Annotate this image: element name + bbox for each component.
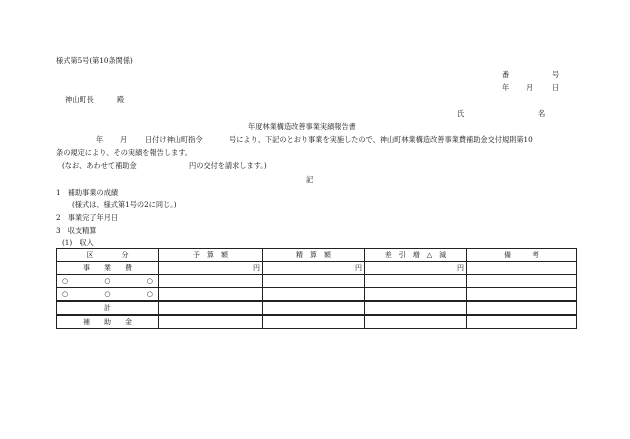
- name-label: 氏: [457, 109, 465, 118]
- form-number: 様式第5号(第10条関係): [56, 56, 133, 65]
- cell: [365, 301, 467, 315]
- name-label-suffix: 名: [538, 109, 546, 118]
- row-total: 計: [57, 301, 159, 315]
- circle-mark: ○: [146, 276, 153, 285]
- cell: [365, 288, 467, 302]
- cell: [159, 301, 263, 315]
- table-row: [57, 288, 577, 302]
- header-category: 区 分: [57, 249, 159, 262]
- yen-unit: 円: [159, 262, 263, 275]
- income-table: [56, 248, 577, 329]
- cell: [159, 275, 263, 288]
- header-budget: 予 算 額: [159, 249, 263, 262]
- header-remarks: 備 考: [467, 249, 577, 262]
- cell: [467, 301, 577, 315]
- report-title: 年度林業構造改善事業実績報告書: [248, 122, 356, 131]
- body-line1: 号により、下記のとおり事業を実施したので、神山町林業構造改善事業費補助金交付規則第10: [229, 135, 533, 144]
- cell: [365, 315, 467, 329]
- section-3-title: 3 収支精算: [56, 226, 97, 235]
- cell: [263, 288, 365, 302]
- body-line3-b: 円の交付を請求します。): [189, 161, 267, 170]
- cell: [159, 315, 263, 329]
- section-2-title: 2 事業完了年月日: [56, 213, 119, 222]
- addressee: 神山町長: [65, 95, 94, 104]
- table-row: [57, 315, 577, 329]
- table-row: [57, 301, 577, 315]
- body-month: 月: [120, 135, 128, 144]
- section-1-note: (様式は、様式第1号の2に同じ。): [72, 200, 177, 209]
- addressee-suffix: 殿: [117, 95, 125, 104]
- circle-mark: ○: [104, 289, 111, 298]
- date-day: 日: [552, 83, 560, 92]
- body-line2: 条の規定により、その実績を報告します。: [56, 148, 192, 157]
- yen-unit: 円: [365, 262, 467, 275]
- circle-mark: ○: [62, 289, 69, 298]
- table-row: [57, 262, 577, 275]
- cell: [467, 288, 577, 302]
- header-settlement: 精 算 額: [263, 249, 365, 262]
- circle-mark: ○: [146, 289, 153, 298]
- doc-number-suffix: 号: [552, 70, 560, 79]
- yen-unit: 円: [263, 262, 365, 275]
- cell: [263, 315, 365, 329]
- body-line3-a: (なお、あわせて補助金: [62, 161, 137, 170]
- body-year: 年: [96, 135, 104, 144]
- ki-heading: 記: [306, 175, 314, 184]
- circle-mark: ○: [104, 276, 111, 285]
- cell: [159, 288, 263, 302]
- section-1-title: 1 補助事業の成績: [56, 188, 119, 197]
- row-item: [57, 288, 159, 302]
- row-project-cost: 事 業 費: [57, 262, 159, 275]
- cell: [467, 275, 577, 288]
- cell: [263, 301, 365, 315]
- cell: [365, 275, 467, 288]
- row-item: [57, 275, 159, 288]
- table-row: [57, 275, 577, 288]
- cell: [467, 315, 577, 329]
- header-difference: 差 引 増 △ 減: [365, 249, 467, 262]
- cell: [263, 275, 365, 288]
- remarks-cell: [467, 262, 577, 275]
- section-3-subtitle: (1) 収入: [62, 238, 94, 247]
- date-month: 月: [526, 83, 534, 92]
- date-year: 年: [502, 83, 510, 92]
- body-directive: 日付け神山町指令: [145, 135, 203, 144]
- row-subsidy: 補 助 金: [57, 315, 159, 329]
- circle-mark: ○: [62, 276, 69, 285]
- table-header-row: [57, 249, 577, 262]
- doc-number-label: 番: [502, 70, 510, 79]
